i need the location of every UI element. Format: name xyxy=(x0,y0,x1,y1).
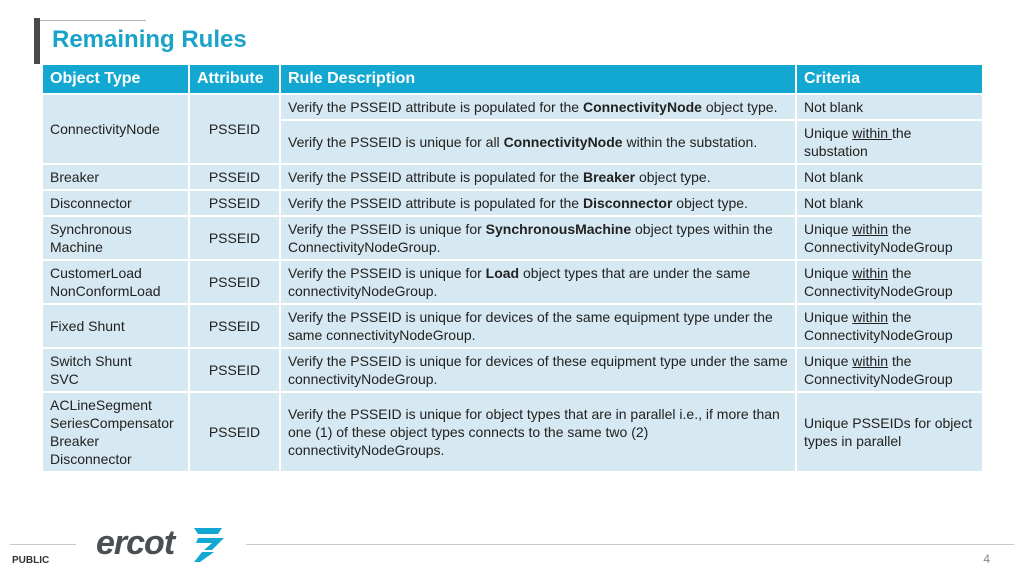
text-segment: Unique xyxy=(804,221,853,237)
page-number: 4 xyxy=(983,552,990,566)
rules-table-header xyxy=(43,65,982,93)
criteria-cell xyxy=(797,119,982,163)
criteria-cell xyxy=(797,215,982,259)
text-segment: Verify the PSSEID is unique for devices of these equipment type under the same connectivityNodeGroup. xyxy=(288,353,788,387)
criteria-cell xyxy=(797,189,982,215)
bold-text: Disconnector xyxy=(582,195,673,211)
text-segment: Verify the PSSEID is unique for devices of the same equipment type under the same connectivityNodeGroup. xyxy=(288,309,773,343)
object-type-cell xyxy=(43,189,190,215)
object-type-cell xyxy=(43,303,190,347)
object-type-cell xyxy=(43,347,190,391)
table-row xyxy=(43,259,982,303)
ercot-logo-text: ercot xyxy=(96,524,175,562)
footer-rule-left xyxy=(10,544,76,545)
footer-rule-right xyxy=(246,544,1014,545)
text-segment: object types within the ConnectivityNodeGroup. xyxy=(288,221,773,255)
ercot-logo xyxy=(94,520,226,564)
object-type-line: Switch Shunt xyxy=(50,353,132,369)
object-type-line: Fixed Shunt xyxy=(50,318,125,334)
attribute-cell: PSSEID xyxy=(190,347,281,391)
text-segment: the ConnectivityNodeGroup xyxy=(804,353,953,387)
text-segment: Unique xyxy=(804,309,853,325)
underlined-text: within xyxy=(852,125,892,141)
text-segment: Unique PSSEIDs for object types in parallel xyxy=(804,415,973,449)
rule-description-cell xyxy=(281,347,797,391)
table-row xyxy=(43,303,982,347)
header-object-type: Object Type xyxy=(43,65,190,93)
criteria-cell xyxy=(797,259,982,303)
text-segment: Verify the PSSEID attribute is populated for the xyxy=(288,169,583,185)
header-criteria: Criteria xyxy=(797,65,982,93)
table-row xyxy=(43,391,982,471)
object-type-line: NonConformLoad xyxy=(50,283,161,299)
table-row xyxy=(43,163,982,189)
underlined-text: within xyxy=(852,353,889,369)
text-segment: within the substation. xyxy=(622,134,758,150)
attribute-cell: PSSEID xyxy=(190,215,281,259)
rule-description-cell xyxy=(281,119,797,163)
underlined-text: within xyxy=(852,309,889,325)
text-segment: Verify the PSSEID attribute is populated for the xyxy=(288,99,583,115)
object-type-cell xyxy=(43,391,190,471)
text-segment: object type. xyxy=(635,169,711,185)
object-type-line: SVC xyxy=(50,371,79,387)
object-type-line: Machine xyxy=(50,239,103,255)
header-rule-description: Rule Description xyxy=(281,65,797,93)
title-top-rule xyxy=(40,20,146,21)
text-segment: Unique xyxy=(804,265,853,281)
rules-table-body xyxy=(43,93,982,471)
object-type-line: ACLineSegment xyxy=(50,397,152,413)
object-type-line: Disconnector xyxy=(50,451,132,467)
criteria-cell xyxy=(797,163,982,189)
rule-description-cell xyxy=(281,391,797,471)
slide-title: Remaining Rules xyxy=(52,26,247,53)
bold-text: Breaker xyxy=(582,169,636,185)
text-segment: object types that are under the same connectivityNodeGroup. xyxy=(288,265,751,299)
object-type-cell xyxy=(43,215,190,259)
criteria-cell xyxy=(797,347,982,391)
title-accent-bar xyxy=(34,18,40,64)
text-segment: the ConnectivityNodeGroup xyxy=(804,265,953,299)
rule-description-cell xyxy=(281,259,797,303)
rules-table xyxy=(43,65,982,471)
object-type-line: Breaker xyxy=(50,433,100,449)
text-segment: Verify the PSSEID is unique for xyxy=(288,265,486,281)
bold-text: SynchronousMachine xyxy=(485,221,632,237)
text-segment: Verify the PSSEID is unique for object types that are in parallel i.e., if more than one (1) of these object types connects to the same two (2) connectivityNodeGroups. xyxy=(288,406,780,458)
object-type-cell xyxy=(43,93,190,163)
criteria-cell xyxy=(797,391,982,471)
underlined-text: within xyxy=(852,265,889,281)
table-row xyxy=(43,215,982,259)
object-type-line: ConnectivityNode xyxy=(50,121,160,137)
rule-description-cell xyxy=(281,163,797,189)
object-type-line: Synchronous xyxy=(50,221,132,237)
text-segment: object type. xyxy=(701,99,778,115)
text-segment: Verify the PSSEID is unique for all xyxy=(288,134,504,150)
attribute-cell: PSSEID xyxy=(190,163,281,189)
rule-description-cell xyxy=(281,93,797,119)
header-row xyxy=(43,65,982,93)
bold-text: ConnectivityNode xyxy=(582,99,702,115)
bold-text: Load xyxy=(485,265,520,281)
table-row xyxy=(43,93,982,119)
text-segment: object type. xyxy=(672,195,748,211)
criteria-cell xyxy=(797,93,982,119)
criteria-cell xyxy=(797,303,982,347)
attribute-cell: PSSEID xyxy=(190,391,281,471)
text-segment: Not blank xyxy=(804,169,864,185)
text-segment: the ConnectivityNodeGroup xyxy=(804,221,953,255)
text-segment: Verify the PSSEID is unique for xyxy=(288,221,486,237)
text-segment: Verify the PSSEID attribute is populated for the xyxy=(288,195,583,211)
rule-description-cell xyxy=(281,303,797,347)
attribute-cell: PSSEID xyxy=(190,259,281,303)
underlined-text: within xyxy=(852,221,889,237)
header-attribute: Attribute xyxy=(190,65,281,93)
table-row xyxy=(43,189,982,215)
text-segment: Not blank xyxy=(804,195,864,211)
text-segment: Unique xyxy=(804,353,853,369)
bold-text: ConnectivityNode xyxy=(503,134,623,150)
text-segment: the substation xyxy=(804,125,912,159)
object-type-cell xyxy=(43,163,190,189)
attribute-cell: PSSEID xyxy=(190,303,281,347)
text-segment: Unique xyxy=(804,125,853,141)
footer-public-label: PUBLIC xyxy=(12,555,50,566)
table-row xyxy=(43,347,982,391)
object-type-cell xyxy=(43,259,190,303)
text-segment: the ConnectivityNodeGroup xyxy=(804,309,953,343)
attribute-cell: PSSEID xyxy=(190,93,281,163)
text-segment: Not blank xyxy=(804,99,864,115)
object-type-line: SeriesCompensator xyxy=(50,415,174,431)
rule-description-cell xyxy=(281,189,797,215)
attribute-cell: PSSEID xyxy=(190,189,281,215)
object-type-line: Disconnector xyxy=(50,195,132,211)
rule-description-cell xyxy=(281,215,797,259)
object-type-line: Breaker xyxy=(50,169,100,185)
ercot-logo-mark-icon xyxy=(194,528,224,562)
object-type-line: CustomerLoad xyxy=(50,265,142,281)
